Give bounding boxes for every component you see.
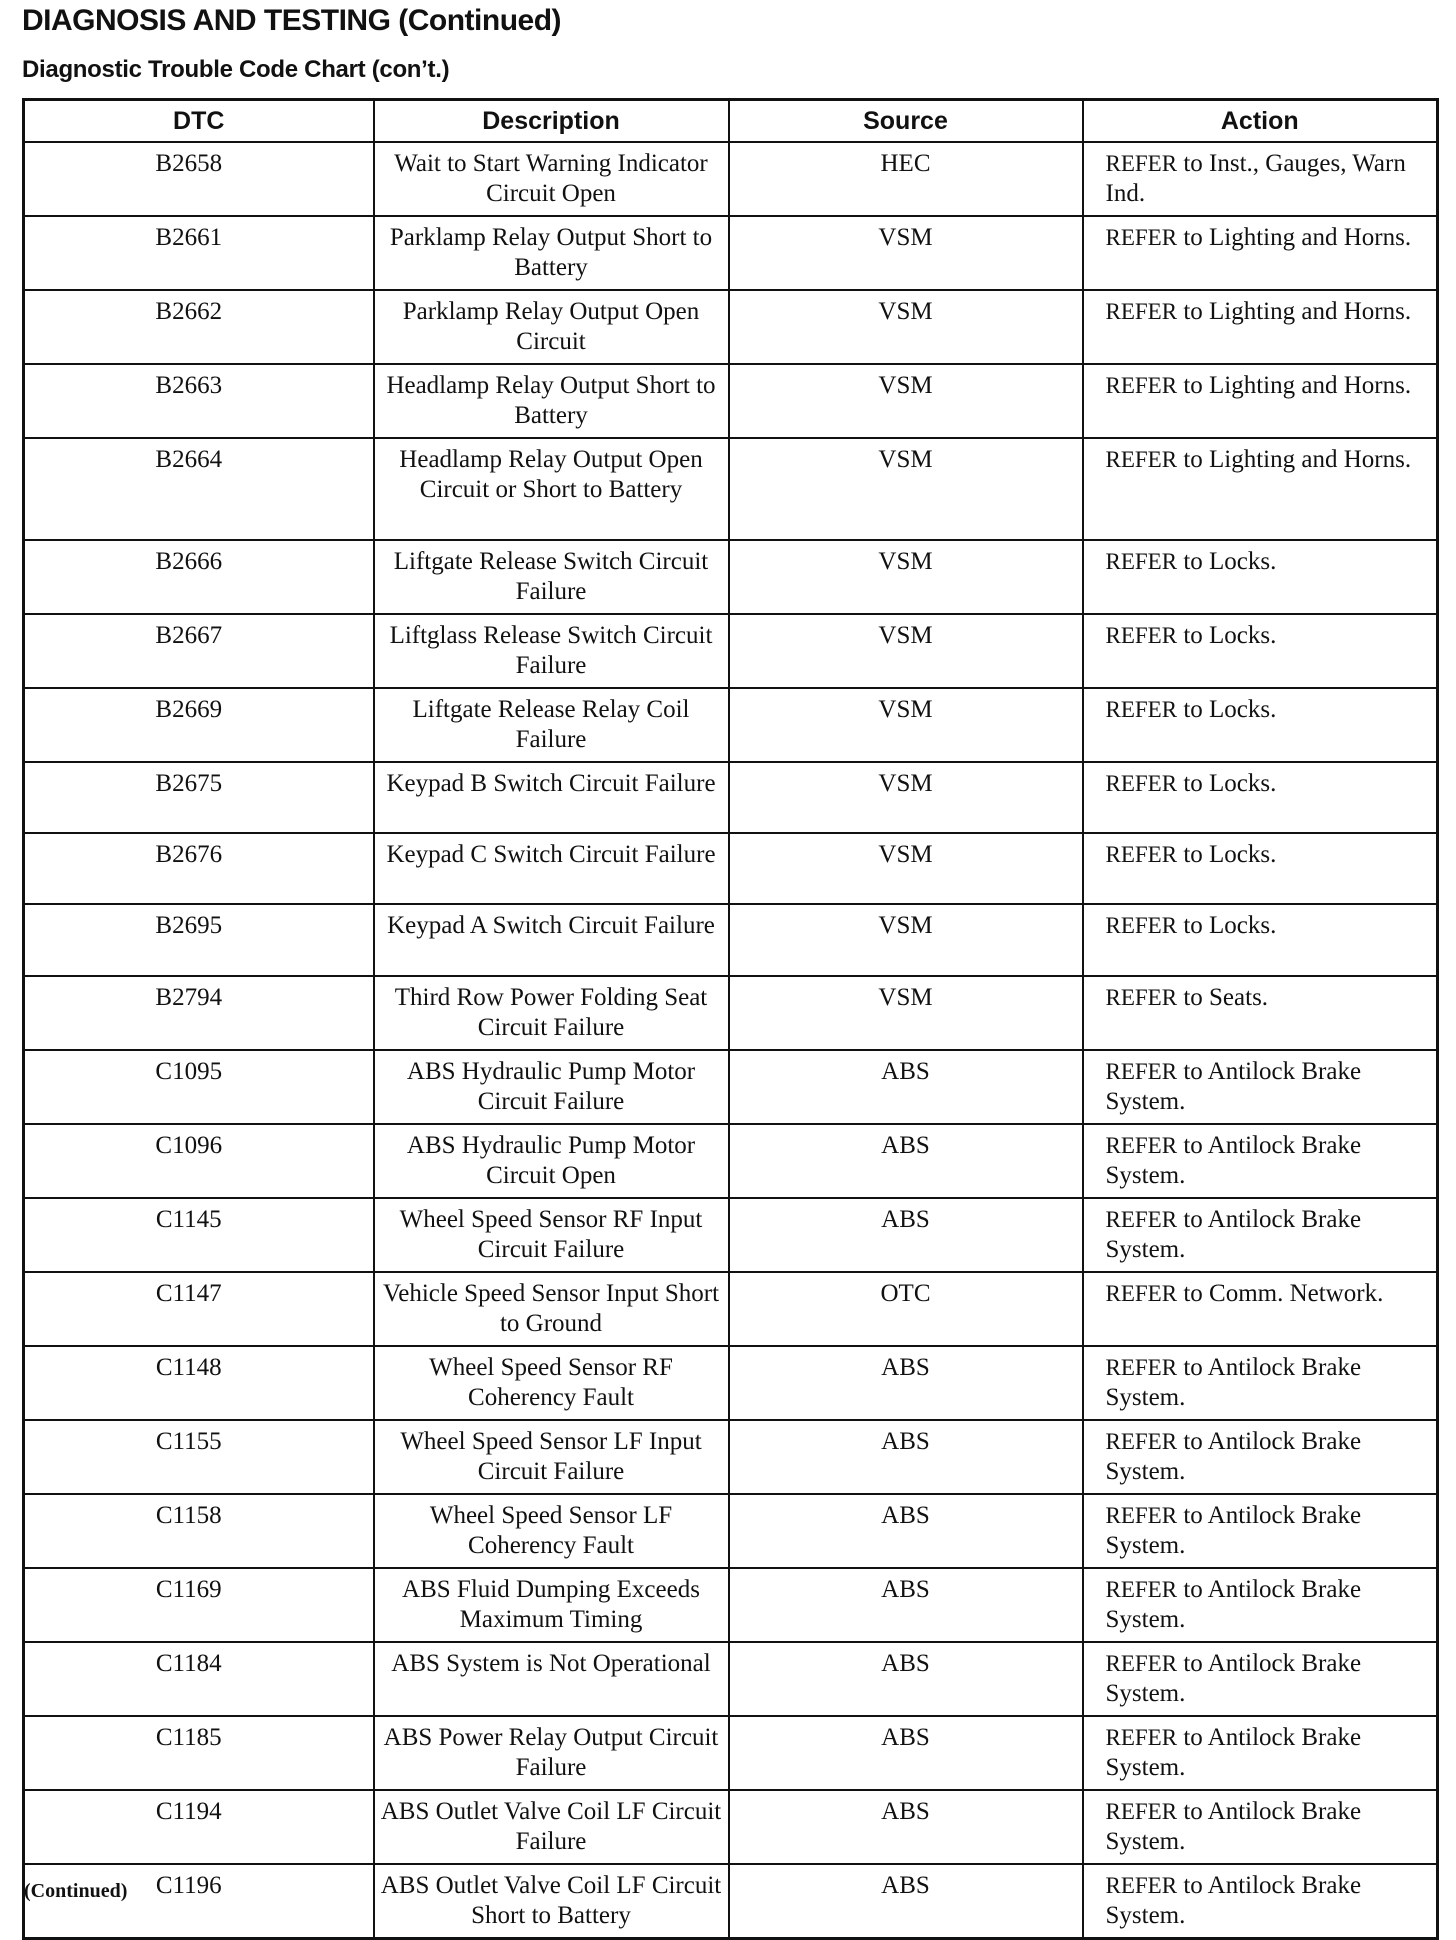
action-refer-label: REFER <box>1105 1577 1178 1602</box>
table-row <box>24 1050 1438 1124</box>
dtc-action <box>1083 1716 1438 1790</box>
dtc-description: ABS Power Relay Output Circuit Failure <box>374 1716 729 1790</box>
dtc-description: Keypad C Switch Circuit Failure <box>374 833 729 904</box>
dtc-source: VSM <box>729 904 1083 976</box>
dtc-action <box>1083 364 1438 438</box>
dtc-description: ABS Outlet Valve Coil LF Circuit Failure <box>374 1790 729 1864</box>
dtc-action <box>1083 438 1438 540</box>
table-row <box>24 540 1438 614</box>
dtc-code: C1147 <box>24 1272 374 1346</box>
action-refer-label: REFER <box>1105 1799 1178 1824</box>
dtc-description: Liftglass Release Switch Circuit Failure <box>374 614 729 688</box>
chart-subtitle: Diagnostic Trouble Code Chart (con’t.) <box>22 56 450 83</box>
dtc-code: C1194 <box>24 1790 374 1864</box>
header-row <box>24 100 1438 143</box>
table-row <box>24 1420 1438 1494</box>
dtc-action <box>1083 142 1438 216</box>
dtc-source: ABS <box>729 1864 1083 1939</box>
action-text: to Antilock Brake System. <box>1105 1650 1362 1707</box>
action-text: to Antilock Brake System. <box>1105 1206 1362 1263</box>
action-refer-label: REFER <box>1105 299 1178 324</box>
dtc-description: Wheel Speed Sensor RF Coherency Fault <box>374 1346 729 1420</box>
dtc-code: C1184 <box>24 1642 374 1716</box>
table-row <box>24 1568 1438 1642</box>
dtc-source: VSM <box>729 364 1083 438</box>
action-refer-label: REFER <box>1105 1207 1178 1232</box>
action-text: to Antilock Brake System. <box>1105 1354 1362 1411</box>
action-text: to Lighting and Horns. <box>1183 446 1412 473</box>
dtc-description: Vehicle Speed Sensor Input Short to Ground <box>374 1272 729 1346</box>
table-row <box>24 762 1438 833</box>
table-row <box>24 364 1438 438</box>
table-row <box>24 1124 1438 1198</box>
continued-note: (Continued) <box>24 1880 128 1902</box>
action-text: to Antilock Brake System. <box>1105 1428 1362 1485</box>
dtc-action <box>1083 1642 1438 1716</box>
dtc-source: ABS <box>729 1346 1083 1420</box>
action-text: to Antilock Brake System. <box>1105 1872 1362 1929</box>
dtc-code: B2669 <box>24 688 374 762</box>
action-text: to Lighting and Horns. <box>1183 298 1412 325</box>
table-row <box>24 1272 1438 1346</box>
action-text: to Antilock Brake System. <box>1105 1576 1362 1633</box>
dtc-code: C1155 <box>24 1420 374 1494</box>
dtc-source: OTC <box>729 1272 1083 1346</box>
dtc-code: B2661 <box>24 216 374 290</box>
dtc-source: VSM <box>729 540 1083 614</box>
table-row <box>24 1642 1438 1716</box>
dtc-source: ABS <box>729 1568 1083 1642</box>
action-refer-label: REFER <box>1105 1133 1178 1158</box>
dtc-action <box>1083 1420 1438 1494</box>
dtc-source: ABS <box>729 1716 1083 1790</box>
dtc-source: ABS <box>729 1790 1083 1864</box>
dtc-action <box>1083 1346 1438 1420</box>
dtc-action <box>1083 1790 1438 1864</box>
dtc-action <box>1083 1568 1438 1642</box>
table-row <box>24 904 1438 976</box>
action-text: to Locks. <box>1183 548 1277 575</box>
table-row <box>24 833 1438 904</box>
dtc-description: Keypad A Switch Circuit Failure <box>374 904 729 976</box>
action-text: to Antilock Brake System. <box>1105 1724 1362 1781</box>
dtc-source: ABS <box>729 1124 1083 1198</box>
action-text: to Antilock Brake System. <box>1105 1058 1362 1115</box>
action-refer-label: REFER <box>1105 1503 1178 1528</box>
dtc-code: C1185 <box>24 1716 374 1790</box>
dtc-action <box>1083 540 1438 614</box>
table-row <box>24 1716 1438 1790</box>
table-row <box>24 216 1438 290</box>
action-text: to Comm. Network. <box>1183 1280 1384 1307</box>
dtc-source: VSM <box>729 833 1083 904</box>
dtc-description: Liftgate Release Switch Circuit Failure <box>374 540 729 614</box>
dtc-source: ABS <box>729 1494 1083 1568</box>
dtc-description: ABS Hydraulic Pump Motor Circuit Failure <box>374 1050 729 1124</box>
action-text: to Lighting and Horns. <box>1183 372 1412 399</box>
dtc-description: Headlamp Relay Output Open Circuit or Short to Battery <box>374 438 729 540</box>
column-header-source: Source <box>729 100 1083 143</box>
dtc-description: Parklamp Relay Output Short to Battery <box>374 216 729 290</box>
action-refer-label: REFER <box>1105 985 1178 1010</box>
dtc-source: ABS <box>729 1198 1083 1272</box>
dtc-action <box>1083 290 1438 364</box>
table-row <box>24 1864 1438 1939</box>
dtc-action <box>1083 1198 1438 1272</box>
dtc-code: B2664 <box>24 438 374 540</box>
action-text: to Locks. <box>1183 841 1277 868</box>
dtc-code: C1196 <box>24 1864 374 1939</box>
column-header-action: Action <box>1083 100 1438 143</box>
action-refer-label: REFER <box>1105 913 1178 938</box>
action-refer-label: REFER <box>1105 447 1178 472</box>
table-body <box>24 142 1438 1939</box>
table-row <box>24 290 1438 364</box>
action-text: to Locks. <box>1183 622 1277 649</box>
dtc-code: B2695 <box>24 904 374 976</box>
dtc-code: C1145 <box>24 1198 374 1272</box>
dtc-action <box>1083 1050 1438 1124</box>
dtc-description: Wait to Start Warning Indicator Circuit Open <box>374 142 729 216</box>
dtc-action <box>1083 976 1438 1050</box>
table-header <box>24 100 1438 143</box>
action-refer-label: REFER <box>1105 771 1178 796</box>
dtc-source: VSM <box>729 216 1083 290</box>
dtc-description: ABS Fluid Dumping Exceeds Maximum Timing <box>374 1568 729 1642</box>
dtc-source: ABS <box>729 1420 1083 1494</box>
action-refer-label: REFER <box>1105 1281 1178 1306</box>
table-row <box>24 1346 1438 1420</box>
dtc-action <box>1083 762 1438 833</box>
table-row <box>24 1494 1438 1568</box>
dtc-code: C1169 <box>24 1568 374 1642</box>
table-row <box>24 614 1438 688</box>
dtc-source: VSM <box>729 290 1083 364</box>
table-row <box>24 1198 1438 1272</box>
dtc-action <box>1083 1494 1438 1568</box>
action-refer-label: REFER <box>1105 225 1178 250</box>
dtc-description: ABS System is Not Operational <box>374 1642 729 1716</box>
action-text: to Locks. <box>1183 770 1277 797</box>
table-row <box>24 976 1438 1050</box>
dtc-code: B2676 <box>24 833 374 904</box>
action-refer-label: REFER <box>1105 623 1178 648</box>
dtc-source: ABS <box>729 1642 1083 1716</box>
dtc-description: Third Row Power Folding Seat Circuit Failure <box>374 976 729 1050</box>
action-text: to Antilock Brake System. <box>1105 1798 1362 1855</box>
action-refer-label: REFER <box>1105 1873 1178 1898</box>
action-refer-label: REFER <box>1105 1355 1178 1380</box>
dtc-code: B2675 <box>24 762 374 833</box>
dtc-code: B2667 <box>24 614 374 688</box>
dtc-source: VSM <box>729 762 1083 833</box>
dtc-action <box>1083 688 1438 762</box>
action-refer-label: REFER <box>1105 1651 1178 1676</box>
action-text: to Antilock Brake System. <box>1105 1132 1362 1189</box>
dtc-description: Wheel Speed Sensor RF Input Circuit Failure <box>374 1198 729 1272</box>
dtc-action <box>1083 1124 1438 1198</box>
dtc-source: VSM <box>729 976 1083 1050</box>
dtc-chart-table <box>22 98 1439 1940</box>
column-header-description: Description <box>374 100 729 143</box>
action-refer-label: REFER <box>1105 1725 1178 1750</box>
action-refer-label: REFER <box>1105 549 1178 574</box>
dtc-code: C1096 <box>24 1124 374 1198</box>
page-title: DIAGNOSIS AND TESTING (Continued) <box>22 4 562 37</box>
action-refer-label: REFER <box>1105 1059 1178 1084</box>
dtc-description: ABS Outlet Valve Coil LF Circuit Short to Battery <box>374 1864 729 1939</box>
action-refer-label: REFER <box>1105 697 1178 722</box>
action-text: to Antilock Brake System. <box>1105 1502 1362 1559</box>
dtc-code: C1158 <box>24 1494 374 1568</box>
action-text: to Lighting and Horns. <box>1183 224 1412 251</box>
dtc-action <box>1083 1272 1438 1346</box>
table-row <box>24 1790 1438 1864</box>
table-row <box>24 688 1438 762</box>
dtc-code: B2663 <box>24 364 374 438</box>
dtc-source: VSM <box>729 614 1083 688</box>
dtc-action <box>1083 614 1438 688</box>
dtc-action <box>1083 1864 1438 1939</box>
dtc-action <box>1083 904 1438 976</box>
dtc-source: VSM <box>729 688 1083 762</box>
action-refer-label: REFER <box>1105 842 1178 867</box>
dtc-action <box>1083 216 1438 290</box>
action-refer-label: REFER <box>1105 373 1178 398</box>
dtc-source: VSM <box>729 438 1083 540</box>
dtc-source: HEC <box>729 142 1083 216</box>
action-text: to Locks. <box>1183 912 1277 939</box>
dtc-description: ABS Hydraulic Pump Motor Circuit Open <box>374 1124 729 1198</box>
action-refer-label: REFER <box>1105 1429 1178 1454</box>
dtc-code: B2662 <box>24 290 374 364</box>
table-row <box>24 142 1438 216</box>
table-row <box>24 438 1438 540</box>
dtc-code: B2794 <box>24 976 374 1050</box>
dtc-description: Wheel Speed Sensor LF Coherency Fault <box>374 1494 729 1568</box>
dtc-code: B2658 <box>24 142 374 216</box>
dtc-code: B2666 <box>24 540 374 614</box>
action-text: to Locks. <box>1183 696 1277 723</box>
dtc-code: C1148 <box>24 1346 374 1420</box>
dtc-code: C1095 <box>24 1050 374 1124</box>
dtc-action <box>1083 833 1438 904</box>
action-refer-label: REFER <box>1105 151 1178 176</box>
dtc-description: Parklamp Relay Output Open Circuit <box>374 290 729 364</box>
dtc-description: Liftgate Release Relay Coil Failure <box>374 688 729 762</box>
dtc-description: Wheel Speed Sensor LF Input Circuit Failure <box>374 1420 729 1494</box>
action-text: to Seats. <box>1183 984 1269 1011</box>
dtc-source: ABS <box>729 1050 1083 1124</box>
dtc-description: Headlamp Relay Output Short to Battery <box>374 364 729 438</box>
dtc-description: Keypad B Switch Circuit Failure <box>374 762 729 833</box>
action-text: to Inst., Gauges, Warn Ind. <box>1105 150 1406 207</box>
column-header-dtc: DTC <box>24 100 374 143</box>
